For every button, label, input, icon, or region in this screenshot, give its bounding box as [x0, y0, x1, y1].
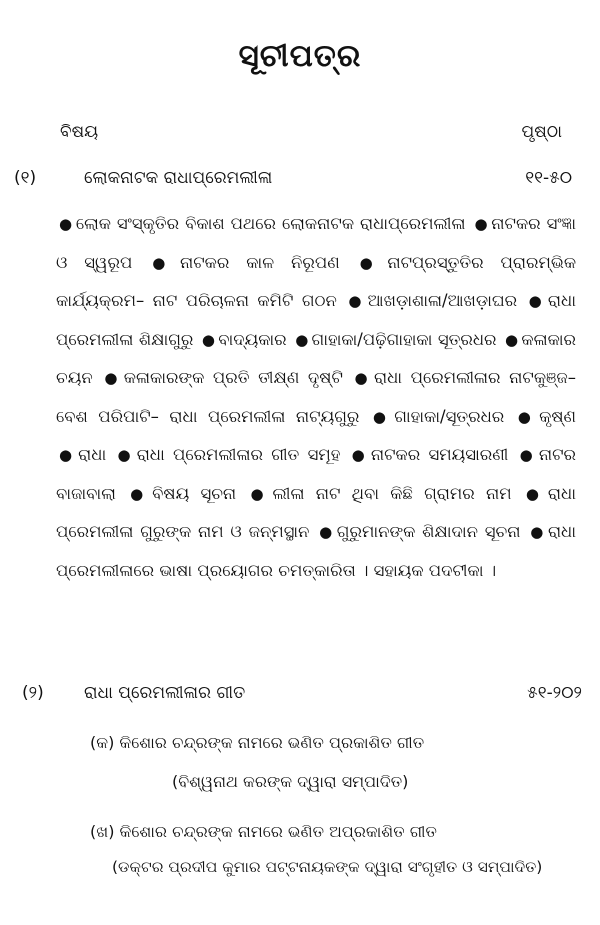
bullet-icon: ●: [295, 330, 309, 349]
section-name: ରାଧା ପ୍ରେମଲୀଳାର ଗୀତ: [84, 683, 246, 703]
section-1-topic-list: [56, 205, 576, 589]
bullet-icon: ●: [528, 292, 545, 310]
bullet-icon: ●: [117, 446, 134, 464]
topic-item: ନାଟର ବାଜାବାଲା: [56, 445, 577, 503]
topic-item: ରାଧା ପ୍ରେମଲୀଳା ଗୁରୁଙ୍କ ନାମ ଓ ଜନ୍ମସ୍ଥାନ: [56, 483, 576, 541]
bullet-icon: ●: [59, 215, 73, 233]
page-title: ସୂଚୀପତ୍ର: [238, 38, 362, 74]
topic-item: କୃଷ୍ଣ: [539, 406, 576, 426]
section-page-range: ୫୧-୨୦୨: [527, 683, 582, 703]
topic-item: କଳାକାରଙ୍କ ପ୍ରତି ତୀକ୍ଷ୍ଣ ଦୃଷ୍ଟି: [123, 368, 343, 387]
subsection-ka-title: (କ) କିଶୋର ଚନ୍ଦ୍ରଙ୍କ ନାମରେ ଭଣିତ ପ୍ରକାଶିତ ଗୀତ: [90, 733, 425, 752]
section-number: (୨): [22, 683, 44, 703]
topic-item: ଗାହାକା/ସୂତ୍ରଧର: [394, 406, 505, 426]
bullet-icon: ●: [519, 446, 536, 464]
bullet-icon: ●: [104, 369, 121, 387]
bullet-icon: ●: [517, 407, 537, 426]
page-column-header: ପୃଷ୍ଠା: [521, 122, 562, 142]
bullet-icon: ●: [152, 253, 177, 272]
subject-column-header: ବିଷୟ: [60, 122, 99, 142]
section-name: ଲୋକନାଟକ ରାଧାପ୍ରେମଲୀଳା: [84, 168, 273, 188]
bullet-icon: ●: [474, 215, 489, 233]
bullet-icon: ●: [250, 484, 270, 503]
topic-item: ଗୁରୁମାନଙ୍କ ଶିକ୍ଷାଦାନ ସୂଚନା: [336, 522, 521, 541]
topic-item: ନାଟପ୍ରସ୍ତୁତିର ପ୍ରାରମ୍ଭିକ କାର୍ଯ୍ୟକ୍ରମ– ନାଟ ପରିଚାଳନା କମିଟି ଗଠନ: [56, 252, 577, 310]
topic-item: ରାଧା: [78, 445, 107, 464]
section-number: (୧): [14, 168, 37, 188]
bullet-icon: ●: [348, 292, 365, 310]
section-page-range: ୧୧-୫୦: [525, 168, 572, 188]
topic-item: କଳାକାର ଚୟନ: [56, 329, 577, 387]
subsection-kha-editor: (ଡକ୍ଟର ପ୍ରଦୀପ କୁମାର ପଟ୍ଟନାୟକଙ୍କ ଦ୍ୱାରା ସଂଗୃହୀତ ଓ ସମ୍ପାଦିତ): [112, 858, 543, 876]
bullet-icon: ●: [525, 484, 545, 503]
topic-item: ରାଧା ପ୍ରେମଲୀଳାର ଗୀତ ସମୂହ: [136, 445, 341, 464]
topic-item: ନାଟକର କାଳ ନିରୂପଣ: [179, 252, 340, 272]
topic-item: ନାଟକର ସମୟସାରଣୀ: [370, 445, 509, 464]
bullet-icon: ●: [351, 446, 368, 464]
topic-item: ରାଧା ପ୍ରେମଲୀଳାର ନାଟକୁଞ୍ଜ–ବେଶ ପରିପାଟି– ରାଧା ପ୍ରେମଲୀଳା ନାଟ୍ୟଗୁରୁ: [56, 368, 577, 426]
topic-item: ଲୀଳା ନାଟ ଥିବା କିଛି ଗ୍ରାମର ନାମ: [272, 483, 512, 503]
topic-item: ବାଦ୍ୟକାର: [218, 329, 287, 349]
topic-item: ଆଖଡ଼ାଶାଳା/ଆଖଡ଼ାଘର: [367, 291, 518, 310]
subsection-ka-editor: (ବିଶ୍ୱନାଥ କରଙ୍କ ଦ୍ୱାରା ସମ୍ପାଦିତ): [172, 772, 409, 791]
bullet-icon: ●: [59, 446, 76, 464]
topic-item: ରାଧା ପ୍ରେମଲୀଳା ଶିକ୍ଷାଗୁରୁ: [56, 291, 576, 349]
topic-item: ବିଷୟ ସୂଚନା: [152, 483, 237, 503]
bullet-icon: ●: [530, 523, 545, 541]
bullet-icon: ●: [201, 330, 216, 349]
bullet-icon: ●: [372, 407, 392, 426]
topic-item: ନାଟକର ସଂଜ୍ଞା ଓ ସ୍ୱରୂପ: [56, 214, 576, 272]
bullet-icon: ●: [359, 253, 385, 272]
bullet-icon: ●: [130, 484, 150, 503]
topic-item: ଗାହାକା/ପଢ଼ିଗାହାକା ସୂତ୍ରଧର: [311, 329, 497, 349]
bullet-icon: ●: [505, 330, 519, 349]
bullet-icon: ●: [319, 523, 334, 541]
topic-item: ରାଧା ପ୍ରେମଲୀଳାରେ ଭାଷା ପ୍ରୟୋଗର ଚମତ୍କାରିତା । ସହାୟକ ପଦଟୀକା ।: [56, 522, 576, 580]
bullet-icon: ●: [354, 369, 371, 387]
subsection-kha-title: (ଖ) କିଶୋର ଚନ୍ଦ୍ରଙ୍କ ନାମରେ ଭଣିତ ଅପ୍ରକାଶିତ ଗୀତ: [90, 822, 437, 841]
topic-item: ଲୋକ ସଂସ୍କୃତିର ବିକାଶ ପଥରେ ଲୋକନାଟକ ରାଧାପ୍ରେମଲୀଳା: [75, 214, 466, 233]
